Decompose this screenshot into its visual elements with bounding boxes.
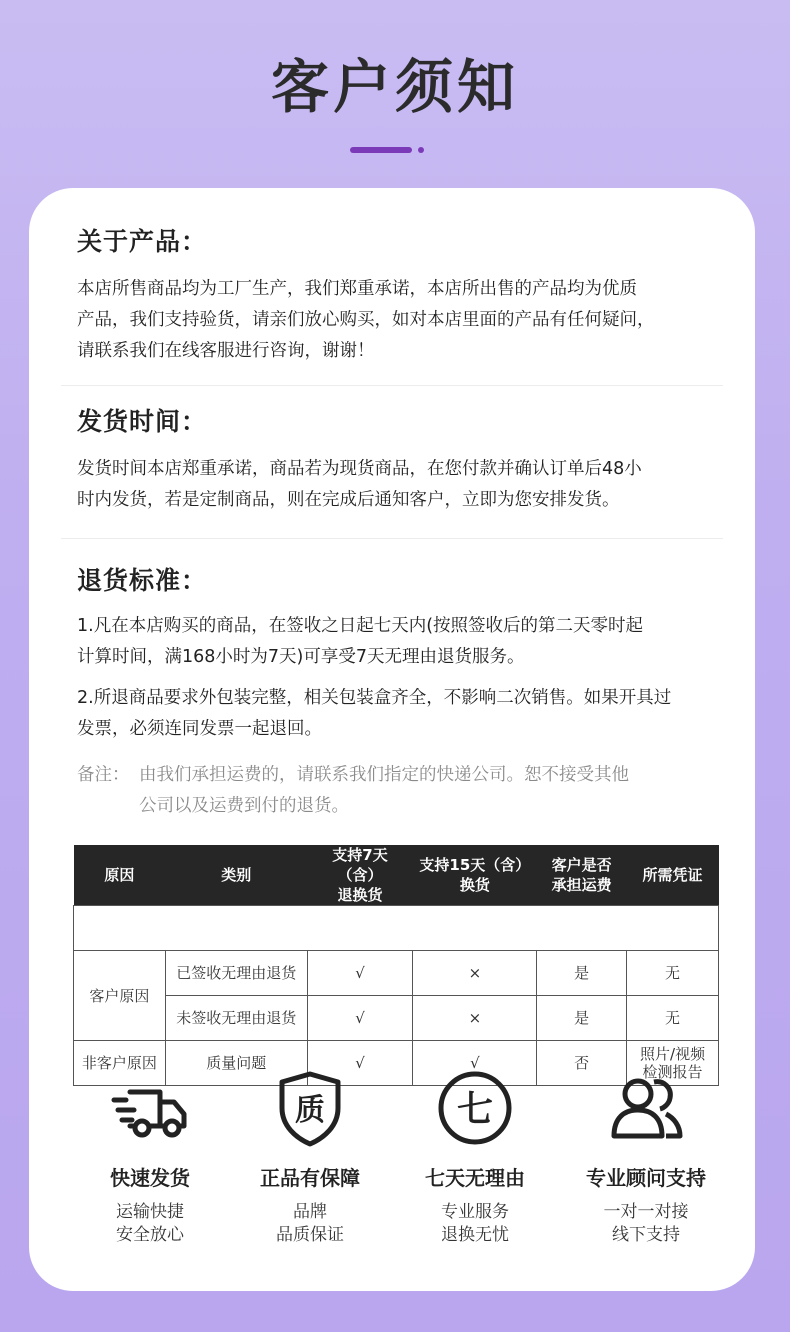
feature-seven-day-return	[390, 1066, 560, 1247]
table-cell-proof: 无	[627, 996, 719, 1041]
feature-line: 一对一对接	[603, 1202, 689, 1222]
table-header-text: 支持15天（含）	[419, 856, 531, 874]
feature-title: 快速发货	[110, 1166, 190, 1190]
table-header-seven-day	[307, 845, 413, 906]
table-header-reason: 原因	[74, 845, 166, 906]
shield-glyph: 质	[295, 1093, 325, 1128]
feature-title: 正品有保障	[260, 1166, 360, 1190]
page-title: 客户须知	[270, 53, 519, 121]
section-divider	[61, 538, 723, 539]
feature-line: 线下支持	[612, 1225, 680, 1245]
product-text-line: 产品，我们支持验货，请亲们放心购买，如对本店里面的产品有任何疑问，	[77, 310, 655, 330]
returns-text-line: 1.凡在本店购买的商品，在签收之日起七天内(按照签收后的第二天零时起	[77, 616, 644, 636]
feature-consultant-support	[561, 1066, 731, 1247]
returns-section	[77, 561, 727, 745]
table-cell-freight: 否	[537, 1041, 627, 1086]
note-text-line: 公司以及运费到付的退货。	[139, 796, 349, 816]
table-header-fifteen-day	[413, 845, 537, 906]
feature-title: 七天无理由	[425, 1166, 525, 1190]
title-underline	[350, 147, 412, 153]
table-spacer	[74, 906, 719, 951]
table-header-proof: 所需凭证	[627, 845, 719, 906]
proof-text: 照片/视频	[640, 1045, 706, 1063]
return-policy-table	[73, 845, 719, 1086]
table-header-text: 换货	[459, 876, 490, 894]
table-header-freight	[537, 845, 627, 906]
table-header-text: 退换货	[337, 886, 383, 904]
returns-text-line: 2.所退商品要求外包装完整，相关包装盒齐全，不影响二次销售。如果开具过	[77, 688, 672, 708]
note-block	[77, 760, 727, 822]
feature-line: 品质保证	[276, 1225, 344, 1245]
shipping-text-line: 发货时间本店郑重承诺，商品若为现货商品，在您付款并确认订单后48小	[77, 459, 642, 479]
consultant-people-icon	[604, 1066, 688, 1150]
table-header-row	[74, 845, 719, 906]
table-row	[74, 996, 719, 1041]
table-header-text: 承担运费	[551, 876, 612, 894]
table-cell-fifteen-day: ×	[413, 951, 537, 996]
seven-circle-icon	[433, 1066, 517, 1150]
shipping-text-line: 时内发货，若是定制商品，则在完成后通知客户，立即为您安排发货。	[77, 490, 620, 510]
title-underline-dot	[418, 147, 424, 153]
service-features	[65, 1066, 715, 1256]
proof-text: 检测报告	[642, 1063, 703, 1081]
feature-genuine-guarantee	[225, 1066, 395, 1247]
table-cell-reason: 客户原因	[74, 951, 166, 1041]
table-cell-category: 已签收无理由退货	[165, 951, 307, 996]
notice-card	[29, 188, 755, 1291]
table-cell-freight: 是	[537, 996, 627, 1041]
returns-text-line: 发票，必须连同发票一起退回。	[77, 719, 322, 739]
product-section	[77, 222, 727, 367]
table-cell-proof: 无	[627, 951, 719, 996]
table-cell-category: 质量问题	[165, 1041, 307, 1086]
shipping-section	[77, 402, 727, 516]
section-divider	[61, 385, 723, 386]
table-row	[74, 951, 719, 996]
circle-glyph: 七	[456, 1089, 494, 1130]
feature-line: 安全放心	[116, 1225, 184, 1245]
table-cell-seven-day: √	[307, 951, 413, 996]
feature-line: 品牌	[293, 1202, 327, 1222]
table-header-category: 类别	[165, 845, 307, 906]
feature-fast-delivery	[65, 1066, 235, 1247]
product-heading: 关于产品：	[77, 227, 208, 256]
note-label: 备注：	[77, 765, 130, 785]
table-cell-seven-day: √	[307, 996, 413, 1041]
table-header-text: 支持7天（含）	[332, 846, 388, 884]
feature-line: 专业服务	[441, 1202, 509, 1222]
quality-shield-icon	[268, 1066, 352, 1150]
feature-line: 运输快捷	[116, 1202, 184, 1222]
product-text-line: 本店所售商品均为工厂生产，我们郑重承诺，本店所出售的产品均为优质	[77, 279, 637, 299]
product-text-line: 请联系我们在线客服进行咨询，谢谢！	[77, 341, 375, 361]
feature-line: 退换无忧	[441, 1225, 509, 1245]
shipping-heading: 发货时间：	[77, 407, 208, 436]
returns-text-line: 计算时间，满168小时为7天)可享受7天无理由退货服务。	[77, 647, 525, 667]
table-cell-reason: 非客户原因	[74, 1041, 166, 1086]
table-cell-seven-day: √	[307, 1041, 413, 1086]
table-cell-freight: 是	[537, 951, 627, 996]
returns-heading: 退货标准：	[77, 566, 208, 595]
table-cell-category: 未签收无理由退货	[165, 996, 307, 1041]
delivery-truck-icon	[108, 1066, 192, 1150]
table-header-text: 客户是否	[551, 856, 612, 874]
note-text-line: 由我们承担运费的，请联系我们指定的快递公司。恕不接受其他	[139, 765, 629, 785]
feature-title: 专业顾问支持	[586, 1166, 706, 1190]
table-cell-fifteen-day: ×	[413, 996, 537, 1041]
table-cell-fifteen-day: √	[413, 1041, 537, 1086]
